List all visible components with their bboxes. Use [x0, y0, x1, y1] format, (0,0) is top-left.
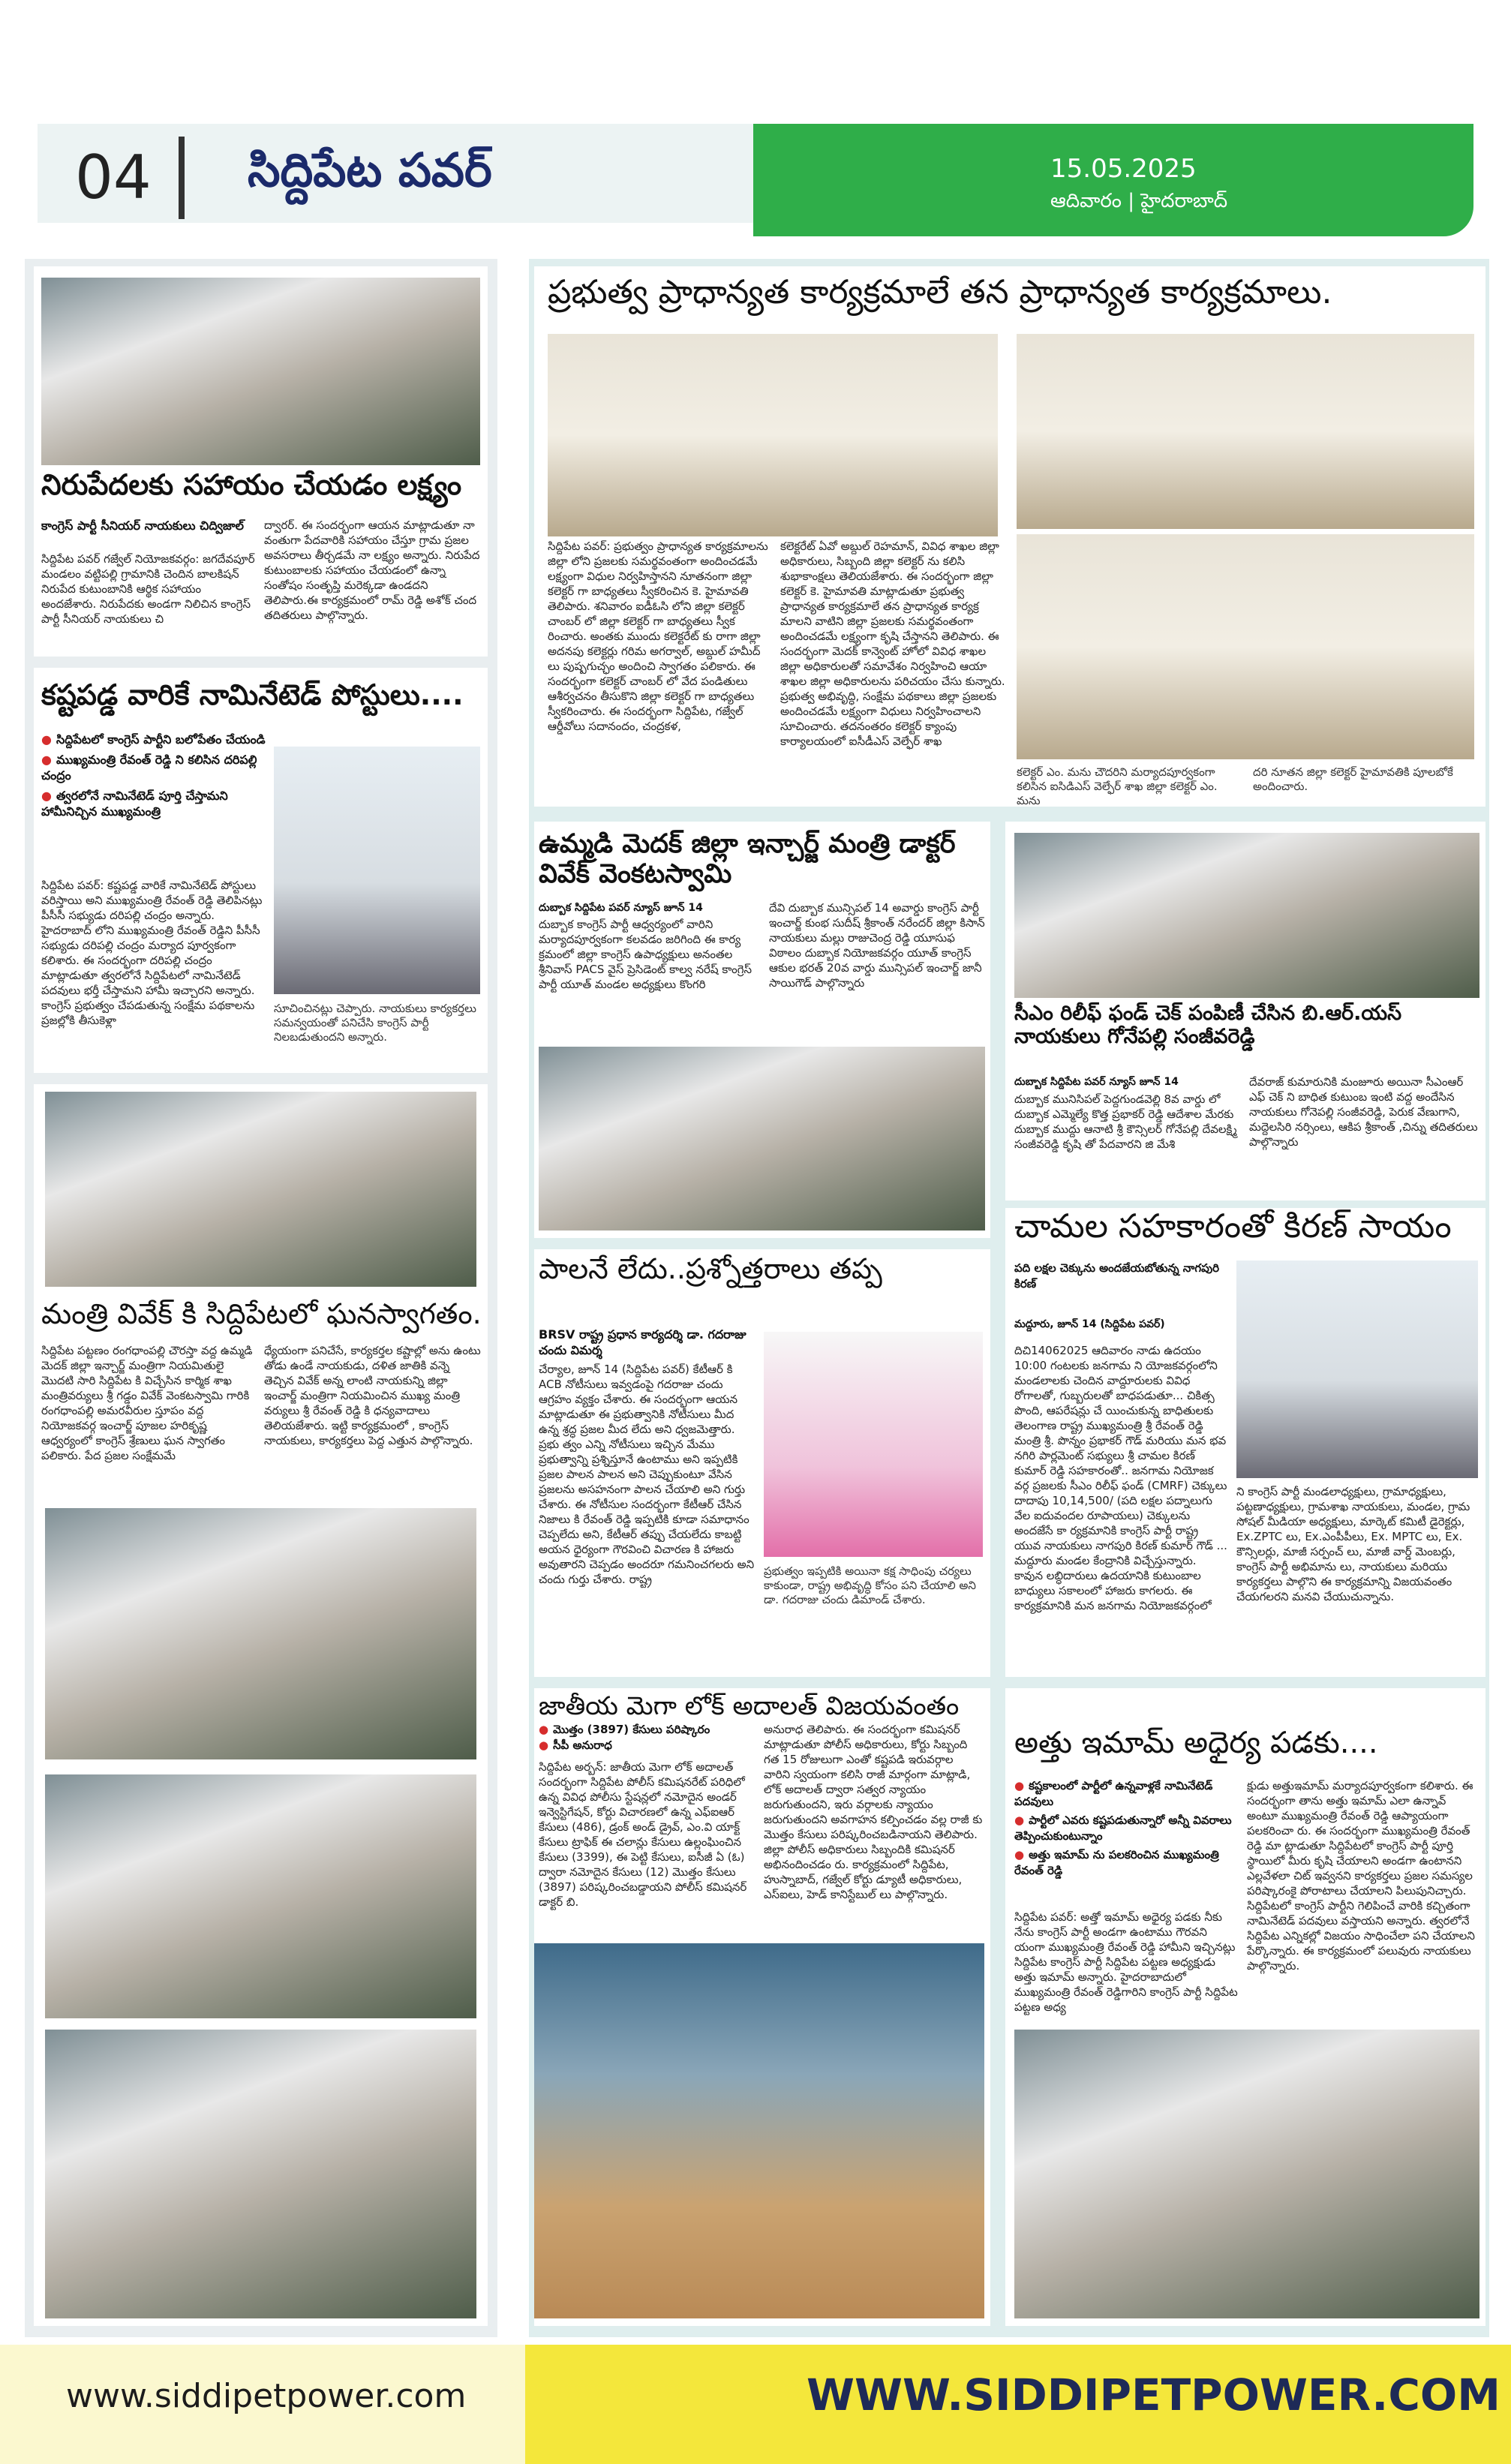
- story-photo: [1014, 833, 1479, 998]
- footer-website-link-large[interactable]: WWW.SIDDIPETPOWER.COM: [807, 2369, 1500, 2420]
- story-body: ధ్యేయంగా పనిచేసే, కార్యకర్తల కష్టాల్లో అను ఉంటు తోడు ఉండే నాయకుడు, దళిత జాతికి వన్నె తెచ్చిన వివేక్ అన్న లాంటి నాయకున్ని జిల్లా ఇంచార్జ్ మంత్రిగా నియమించిన ముఖ్య మంత్రి వర్యులు శ్రీ రేవంత్ రెడ్డి కి ధన్యవాదాలు తెలియజేశారు. ఇట్టి కార్యక్రమంలో , కాంగ్రెస్ నాయకులు, కార్యకర్తలు పెద్ద ఎత్తున పాల్గొన్నారు.: [264, 1344, 481, 1447]
- story-body: కలెక్టరేట్ ఏవో అబ్దుల్ రెహమాన్, వివిధ శాఖల జిల్లా అధికారులు, సిబ్బంది జిల్లా కలెక్టర్ ను కలిసి శుభాకాంక్షలు తెలియజేశారు. ఈ సందర్భంగా జిల్లా కలెక్టర్ కె. హైమావతి మాట్లాడుతూ ప్రభుత్వ ప్రాధాన్యత కార్యక్రమాలే తన ప్రాధాన్యత కార్యక్ర మాలని వాటిని జిల్లా ప్రజలకు సమర్థవంతంగా అందించడమే లక్ష్యంగా కృషి చేస్తానని తెలిపారు. ఈ సందర్భంగా మెదక్ కాన్వెంట్ హోలో వివిధ శాఖల జిల్లా అధికారులతో సమావేశం నిర్వహించి ఆయా శాఖల జిల్లా అధికారులను పరిచయం చేసు కున్నారు. ప్రభుత్వ అభివృద్ధి, సంక్షేమ పథకాలు జిల్లా ప్రజలకు అందించడమే లక్ష్యంగా విధులు నిర్వహించాలని సూచించారు. తదనంతరం కలెక్టర్ క్యాంపు కార్యాలయంలో ఐసీడీఎస్ వెల్ఫేర్ శాఖ: [780, 539, 1005, 748]
- story-photo: [1014, 2030, 1479, 2318]
- bullet-item: ● అత్తు ఇమామ్ ను పలకరించిన ముఖ్యమంత్రి రేవంత్ రెడ్డి: [1014, 1848, 1219, 1877]
- page-number: 04: [75, 143, 152, 212]
- story-headline: నిరుపేదలకు సహాయం చేయడం లక్ష్యం: [41, 468, 462, 501]
- story-bullet-list: [539, 1722, 756, 1753]
- story-body: చేర్యాల, జూన్ 14 (సిద్దిపేట పవర్) కేటీఆర్ కి ACB నోటీసులు ఇవ్వడంపై గదరాజు చందు ఆగ్రహం వ్యక్తం చేశారు. ఈ సందర్భంగా ఆయన మాట్లాడుతూ ఈ ప్రభుత్వానికి నోటీసులు మీద ఉన్న శ్రద్ధ ప్రజల మీద లేదు అని ధ్వజమెత్తారు. ప్రభు త్వం ఎన్ని నోటీసులు ఇచ్చిన మేము ప్రభుత్వాన్ని ప్రశ్నిస్తూనే ఉంటాము అని ఇప్పటికి ప్రజల పాలన పాలన అని చెప్పుకుంటూ వేసిన ప్రజలను అసహనంగా పాలన చేయాలి అని గుర్తు చేశారు. ఈ నోటీసుల సందర్భంగా కేటీఆర్ చేసిన నిజాలు కి రేవంత్ రెడ్డి ఇప్పటికి కూడా సమాధానం చెప్పలేదు అని, కేటీఆర్ తప్పు చేయలేదు కాబట్టి అయన ధైర్యంగా గౌరవించి విచారణ కి హాజరు అవుతారని చెప్పడం అందరూ గమనించగలరు అని చందు గుర్తు చేశారు. రాష్ట్ర: [539, 1363, 755, 1586]
- story-photo: [41, 278, 480, 465]
- bullet-item: ● కష్టకాలంలో పార్టీలో ఉన్నవాళ్లకే నామినేటెడ్ పదవులు: [1014, 1779, 1213, 1808]
- issue-date: 15.05.2025: [1050, 154, 1197, 184]
- story-headline: ప్రభుత్వ ప్రాధాన్యత కార్యక్రమాలే తన ప్రాధాన్యత కార్యక్రమాలు.: [548, 273, 1332, 311]
- bullet-item: ● సిద్దిపేటలో కాంగ్రెస్ పార్టీని బలోపేతం చేయండి: [41, 732, 266, 747]
- story-dateline: దుబ్బాక సిద్దిపేట పవర్ న్యూస్ జూన్ 14: [1014, 1076, 1179, 1088]
- story-body: దుబ్బాక కాంగ్రెస్ పార్టీ ఆధ్వర్యంలో వారిని మర్యాదపూర్వకంగా కలవడం జరిగింది ఈ కార్య క్రమంలో జిల్లా కాంగ్రెస్ ఉపాధ్యక్షులు అనంతల శ్రీనివాస్ PACS వైస్ ప్రెసిడెంట్ కాల్వ నరేష్ కాంగ్రెస్ పార్టీ యూత్ మండల అధ్యక్షులు కొంగరి: [539, 918, 752, 991]
- photo-caption: కలెక్టర్ ఎం. మను చౌదరిని మర్యాదపూర్వకంగా కలిసిన ఐసిడిఎస్ వెల్ఫేర్ శాఖ జిల్లా కలెక్టర్ ఎం. మను: [1017, 765, 1218, 807]
- header-divider: [179, 137, 185, 219]
- photo-caption: ప్రభుత్వం ఇప్పటికి అయినా కక్ష సాధింపు చర్యలు కాకుండా, రాష్ట్ర అభివృద్ధి కోసం పని చేయాలి అని డా. గదరాజు చందు డిమాండ్ చేశారు.: [764, 1564, 976, 1606]
- bullet-item: ● త్వరలోనే నామినేటెడ్ పూర్తి చేస్తామని హామీనిచ్చిన ముఖ్యమంత్రి: [41, 789, 228, 819]
- story-dateline: మద్దూరు, జూన్ 14 (సిద్దిపేట పవర్): [1014, 1318, 1165, 1330]
- story-body: దుబ్బాక మునిసిపల్ పెద్దగుండవెల్లి 8వ వార్డు లో దుబ్బాక ఎమ్మెల్యే కొత్త ప్రభాకర్ రెడ్డి ఆదేశాల మేరకు దుబ్బాక ముద్దు ఆనాటి శ్రీ కౌన్సిలర్ గోనేపల్లి దేవలక్ష్మి సంజీవరెడ్డి కృషి తో పేదవారని జి మేశి: [1014, 1092, 1237, 1151]
- story-photo: [45, 1092, 476, 1287]
- bullet-item: ● ముఖ్యమంత్రి రేవంత్ రెడ్డి ని కలిసిన దరిపల్లి చంద్రం: [41, 753, 257, 783]
- story-bullet-list: [41, 732, 266, 819]
- story-subhead: BRSV రాష్ట్ర ప్రధాన కార్యదర్శి డా. గదరాజు చందు విమర్శ: [539, 1327, 746, 1357]
- photo-caption: సూచించినట్లు చెప్పారు. నాయకులు కార్యకర్తలు సమన్వయంతో పనిచేసి కాంగ్రెస్ పార్టీ నిలబడుతుందని అన్నారు.: [274, 1002, 476, 1044]
- story-headline: జాతీయ మెగా లోక్ అదాలత్ విజయవంతం: [539, 1691, 960, 1721]
- story-body: అనురాధ తెలిపారు. ఈ సందర్భంగా కమిషనర్ మాట్లాడుతూ పోలీస్ అధికారులు, కోర్టు సిబ్బంది గత 15 రోజులుగా ఎంతో కష్టపడి ఇరువర్గాల వారిని స్వయంగా కలిసి రాజీ మార్గంగా మాట్లాడి, లోక్ అదాలత్ ద్వారా సత్వర న్యాయం జరుగుతుందని, ఇరు వర్గాలకు న్యాయం జరుగుతుందని అవగాహన కల్పించడం వల్ల రాజీ కు మొత్తం కేసులు పరిష్కరించబడినాయని తెలిపారు. జిల్లా పోలీస్ అధికారులు సిబ్బందికి కమిషనర్ అభినందించడం రు. కార్యక్రమంలో సిద్దిపేట, హుస్నాబాద్, గజ్వేల్ కోర్టు డ్యూటీ అధికారులు, ఎస్ఐలు, హెడ్ కానిస్టేబుల్ లు పాల్గొన్నారు.: [764, 1723, 983, 1901]
- story-photo: [274, 747, 480, 994]
- story-body: క్షుడు అత్తుఇమామ్ మర్యాదపూర్వకంగా కలిశారు. ఈ సందర్భంగా తాను అత్తు ఇమామ్ ఎలా ఉన్నావ్ అంటూ ముఖ్యమంత్రి రేవంత్ రెడ్డి ఆప్యాయంగా పలకరించా రు. ఈ సందర్భంగా ముఖ్యమంత్రి రేవంత్ రెడ్డి మా ట్లాడుతూ సిద్దిపేటలో కాంగ్రెస్ పార్టీ పూర్తి స్థాయిలో మీరు కృషి చేయాలని అండగా ఉంటానని ఎల్లవేళలా చిట్ ఇవ్వనని కార్యకర్తలు ప్రజల సమస్యల పరిష్కారంకై పోరాటాలు చేయాలని పిలుపునిచ్చారు. సిద్దిపేటలో కాంగ్రెస్ పార్టీని గెలిపించే వారికి కచ్చితంగా నామినేటెడ్ పదవులు వస్తాయని అన్నారు. త్వరలోనే సిద్దిపేట ఎన్నికల్లో విజయం సాధించేలా పని చేయాలని పేర్కొన్నారు. ఈ కార్యక్రమంలో పలువురు నాయకులు పాల్గొన్నారు.: [1247, 1779, 1475, 1973]
- story-photo: [45, 1774, 476, 2018]
- story-body: సిద్దిపేట పవర్ గజ్వేల్ నియోజకవర్గం: జగదేవపూర్ మండలం వట్టిపల్లి గ్రామానికి చెందిన బాలకిషన్ నిరుపేద కుటుంబానికి ఆర్థిక సహాయం అందజేశారు. నిరుపేదకు అండగా నిలిచిన కాంగ్రెస్ పార్టీ సీనియర్ నాయకులు చి: [41, 552, 255, 626]
- story-body: సిద్దిపేట పవర్: కష్టపడ్డ వారికే నామినేటెడ్ పోస్టులు వరిస్తాయి అని ముఖ్యమంత్రి రేవంత్ రెడ్డి తెలిపినట్లు పీసీసీ సభ్యుడు దరిపల్లి చంద్రం అన్నారు. హైదరాబాద్ లోని ముఖ్యమంత్రి రేవంత్ రెడ్డిని పీసీసీ సభ్యుడు దరిపల్లి చంద్రం మర్యాద పూర్వకంగా కలిశారు. ఈ సందర్భంగా దరిపల్లి చంద్రం మాట్లాడుతూ త్వరలోనే సిద్దిపేటలో నామినేటెడ్ పదవులు భర్తీ చేస్తామని హామీ ఇచ్చారని అన్నారు. కాంగ్రెస్ ప్రభుత్వం చేపడుతున్న సంక్షేమ పథకాలను ప్రజల్లోకి తీసుకెళ్లా: [41, 879, 263, 1027]
- story-photo: [764, 1332, 983, 1557]
- story-subhead: పది లక్షల చెక్కును అందజేయబోతున్న నాగపురి కిరణ్: [1014, 1261, 1219, 1291]
- story-byline: కాంగ్రెస్ పార్టీ సీనియర్ నాయకులు చిద్విజాల్: [41, 518, 244, 533]
- story-photo: [1017, 534, 1474, 759]
- story-body: ద్వారర్. ఈ సందర్భంగా ఆయన మాట్లాడుతూ నా వంతుగా పేదవారికి సహాయం చేస్తూ గ్రామ ప్రజల అవసరాలు తీర్చడమే నా లక్ష్యం అన్నారు. నిరుపేద కుటుంబాలకు సహాయం చేయడంలో ఉన్నా సంతోషం సంతృప్తి మరెక్కడా ఉండదని తెలిపారు.ఈ కార్యక్రమంలో రామ్ రెడ్డి అశోక్ చంద తదితరులు పాల్గొన్నారు.: [264, 518, 480, 622]
- story-photo: [45, 2030, 476, 2318]
- story-body: సిద్దిపేట అర్బన్: జాతీయ మెగా లోక్ అదాలత్ సందర్భంగా సిద్దిపేట పోలీస్ కమిషనరేట్ పరిధిలో ఉన్న వివిధ పోలీసు స్టేషన్లలో నమోదైన అండర్ ఇన్వెస్టిగేషన్, కోర్టు విచారణలో ఉన్న ఎఫ్ఐఆర్ కేసులు (486), డ్రంక్ అండ్ డ్రైవ్, ఎం.వి యాక్ట్ కేసులు ట్రాఫిక్ ఈ చలాన్లు కేసులు ఉల్లంఘించిన కేసులు (3399), ఈ పెట్టి కేసులు, ఐసీజీ ఏ (ఓ) ద్వారా నమోదైన కేసులు (12) మొత్తం కేసులు (3897) పరిష్కరించబడ్డాయని పోలీస్ కమిషనర్ డాక్టర్ బి.: [539, 1760, 747, 1909]
- story-headline: సీఎం రిలీఫ్ ఫండ్ చెక్ పంపిణీ చేసిన బి.ఆర్.యస్ నాయకులు గోనేపల్లి సంజీవరెడ్డి: [1014, 1002, 1402, 1049]
- story-photo: [539, 1047, 985, 1230]
- story-body: దేవి దుబ్బాక మున్సిపల్ 14 అవార్డు కాంగ్రెస్ పార్టీ ఇంచార్జ్ కుంభ సుదీష్ శ్రీకాంత్ నరేందర్ జిల్లా కిసాన్ నాయకులు మల్లు రాజుచెంద్ర రెడ్డి యూసుఫ విఠాలం దుబ్బాక నియోజకవర్గం యూత్ కాంగ్రెస్ ఆకుల భరత్ 20వ వార్డు మున్సిపల్ ఇంచార్జ్ జానీ సాయిగౌడ్ పాల్గొన్నారు: [769, 901, 985, 990]
- story-photo: [45, 1508, 476, 1759]
- masthead-title: సిద్దిపేట పవర్: [248, 143, 492, 197]
- bullet-item: ● పార్టీలో ఎవరు కష్టపడుతున్నారో అన్నీ వివరాలు తెప్పించుకుంటున్నాం: [1014, 1813, 1232, 1843]
- story-photo: [1236, 1261, 1478, 1478]
- story-body: దిచి14062025 ఆదివారం నాడు ఉదయం 10:00 గంటలకు జనగామ ని యోజకవర్గంలోని మండలాలకు చెందిన వాద్దూరులకు వివిధ రోగాలతో, గుబ్బరులతో బాధపడుతూ... చికిత్స పొంది, ఆపరేషన్లు చే యించుకున్న బాధితులకు తెలంగాణ రాష్ట్ర ముఖ్యమంత్రి శ్రీ రేవంత్ రెడ్డి మంత్రి శ్రీ. పొన్నం ప్రభాకర్ గౌడ్ మరియు మన భవ నగిరి పార్లమెంట్ సభ్యులు శ్రీ చామల కిరణ్ కుమార్ రెడ్డి సహకారంతో.. జనగామ నియోజక వర్గ ప్రజలకు సీఎం రిలీఫ్ ఫండ్ (CMRF) చెక్కులు దాదాపు 10,14,500/ (పది లక్షల పద్నాలుగు వేల ఐదువందల రూపాయలు) చెక్కులను అందజేసే కా ర్యక్రమానికి కాంగ్రెస్ పార్టీ రాష్ట్ర యువ నాయకులు నాగపురి కిరణ్ కుమార్ గౌడ్ ... మద్దూరు మండల కేంద్రానికి విచ్చేస్తున్నారు. కావున లబ్ధిదారులు ఉదయానికి కుటుంబాల బాధ్యులు సకాలంలో హాజరు కాగలరు. ఈ కార్యక్రమానికి మన జనగామ నియోజకవర్గంలో: [1014, 1344, 1227, 1612]
- story-body: సిద్దిపేట పట్టణం రంగధాంపల్లి చౌరస్తా వద్ద ఉమ్మడి మెదక్ జిల్లా ఇన్చార్జ్ మంత్రిగా నియమితులై మొదటి సారి సిద్దిపేట కి విచ్చేసిన కార్మిక శాఖ మంత్రివర్యులు శ్రీ గడ్డం వివేక్ వెంకటస్వామి గారికి రంగధాంపల్లి అమరవీరుల స్తూపం వద్ద నియోజకవర్గ ఇంచార్జ్ పూజల హరికృష్ణ ఆధ్వర్యంలో కాంగ్రెస్ శ్రేణులు ఘన స్వాగతం పలికారు. పేద ప్రజల సంక్షేమమే: [41, 1344, 253, 1462]
- story-dateline: దుబ్బాక సిద్దిపేట పవర్ న్యూస్ జూన్ 14: [539, 902, 703, 914]
- story-headline: చామల సహకారంతో కిరణ్ సాయం: [1014, 1207, 1452, 1246]
- story-headline: మంత్రి వివేక్ కి సిద్దిపేటలో ఘనస్వాగతం.: [41, 1297, 482, 1330]
- story-photo: [548, 334, 998, 536]
- story-bullet-list: [1014, 1778, 1239, 1879]
- story-headline: అత్తు ఇమామ్ అధైర్య పడకు....: [1014, 1726, 1378, 1760]
- story-body: ని కాంగ్రెస్ పార్టీ మండలాధ్యక్షులు, గ్రామాధ్యక్షులు, పట్టణాధ్యక్షులు, గ్రామశాఖ నాయకులు, మండల, గ్రామ సోషల్ మీడియా అధ్యక్షులు, మార్కెట్ కమిటీ డైరెక్టర్లు, Ex.ZPTC లు, Ex.ఎంపీపీలు, Ex. MPTC లు, Ex. కౌన్సిలర్లు, మాజీ సర్పంచ్ లు, మాజీ వార్డ్ మెంబర్లు, కాంగ్రెస్ పార్టీ అభిమాను లు, నాయకులు మరియు కార్యకర్తలు పాల్గొని ఈ కార్యక్రమాన్ని విజయవంతం చేయగలరని మనవి చేయుచున్నాను.: [1236, 1485, 1470, 1603]
- story-headline: ఉమ్మడి మెదక్ జిల్లా ఇన్చార్జ్ మంత్రి డాక్టర్ వివేక్ వెంకటస్వామి: [539, 829, 956, 890]
- story-photo: [1017, 334, 1474, 529]
- footer-website-link[interactable]: www.siddipetpower.com: [66, 2377, 467, 2415]
- story-headline: పాలనే లేదు..ప్రశ్నోత్తరాలు తప్ప: [539, 1252, 882, 1285]
- story-photo: [534, 1943, 984, 2318]
- photo-caption: దరి నూతన జిల్లా కలెక్టర్ హైమావతికి పూలబోకే అందించారు.: [1253, 765, 1453, 793]
- story-body: సిద్దిపేట పవర్: అత్తో ఇమామ్ అధైర్య పడకు నీకు నేను కాంగ్రెస్ పార్టీ అండగా ఉంటాము గౌరవని యంగా ముఖ్యమంత్రి రేవంత్ రెడ్డి హామీని ఇచ్చినట్లు సిద్దిపేట కాంగ్రెస్ పార్టీ సిద్దిపేట పట్టణ అధ్యక్షుడు అత్తు ఇమామ్ అన్నారు. హైదరాబాదులో ముఖ్యమంత్రి రేవంత్ రెడ్డిగారిని కాంగ్రెస్ పార్టీ సిద్దిపేట పట్టణ అధ్య: [1014, 1910, 1238, 2014]
- issue-day-city: ఆదివారం | హైదరాబాద్: [1050, 190, 1228, 212]
- story-body: సిద్దిపేట పవర్: ప్రభుత్వం ప్రాధాన్యత కార్యక్రమాలను జిల్లా లోని ప్రజలకు సమర్థవంతంగా అందించడమే లక్ష్యంగా విధుల నిర్వహిస్తానని నూతనంగా జిల్లా కలెక్టర్ గా బాధ్యతలు స్వీకరించిన కె. హైమావతి తెలిపారు. శనివారం ఐడీఓసి లోని జిల్లా కలెక్టర్ చాంబర్ లో జిల్లా కలెక్టర్ గా బాధ్యతలు స్వీక రించారు. అంతకు ముందు కలెక్టరేట్ కు రాగా జిల్లా అదనపు కలెక్టర్లు గరిమ అగర్వాల్, అబ్దుల్ హమీద్ లు పుష్పగుచ్ఛం అందించి స్వాగతం పలికారు. ఈ సందర్భంగా కలెక్టర్ చాంబర్ లో వేద పండితులు ఆశీర్వచనం తీసుకొని జిల్లా కలెక్టర్ గా బాధ్యతలు స్వీకరించారు. ఈ సందర్భంగా సిద్దిపేట, గజ్వేల్ ఆర్డీవోలు సదానందం, చంద్రకళ,: [548, 539, 768, 733]
- bullet-item: ● మొత్తం (3897) కేసులు పరిష్కారం: [539, 1723, 710, 1736]
- story-body: దేవరాజ్ కుమారునికి మంజూరు అయినా సీఎంఆర్ ఎఫ్ చెక్ ని బాధిత కుటుంబ ఇంటి వద్ద అందేసిన నాయకులు గోనెపల్లి సంజీవరెడ్డి, పెరుక వేణుగాని, మద్దెలసిరి నర్సింలు, ఆకిప శ్రీకాంత్ ,చిన్ను తదితరులు పాల్గొన్నారు: [1249, 1075, 1478, 1149]
- bullet-item: ● సీపీ అనురాధ: [539, 1738, 612, 1752]
- story-headline: కష్టపడ్డ వారికే నామినేటెడ్ పోస్టులు....: [41, 678, 464, 711]
